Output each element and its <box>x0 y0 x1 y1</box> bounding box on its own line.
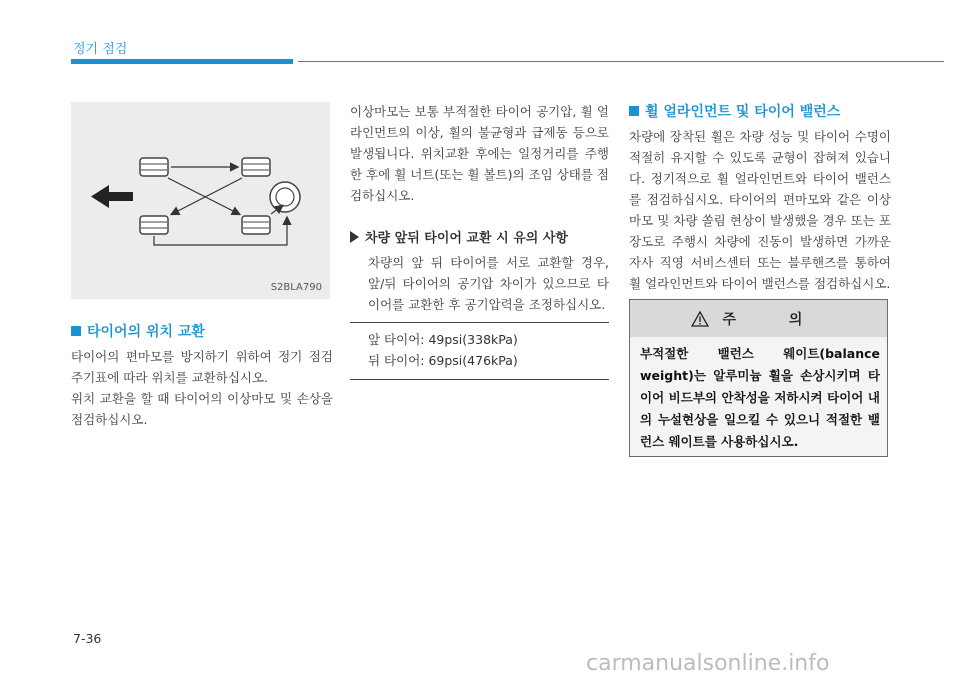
tire-rotation-para-2: 위치 교환을 할 때 타이어의 이상마모 및 손상을 점검하십시오. <box>71 391 333 427</box>
spec-rear-tire: 뒤 타이어: 69psi(476kPa) <box>368 353 518 368</box>
forward-direction-arrow <box>91 185 133 208</box>
tire-rotation-figure <box>71 102 330 299</box>
triangle-bullet-icon <box>350 231 359 243</box>
warning-triangle-icon <box>691 311 709 327</box>
tire-front-right <box>242 158 270 176</box>
spec-divider-bottom <box>350 379 609 380</box>
header-rule-thick <box>71 59 293 64</box>
caution-box <box>629 299 888 457</box>
figure-code: S2BLA790 <box>270 282 322 293</box>
header-rule-thin <box>298 61 944 62</box>
spec-front-tire: 앞 타이어: 49psi(338kPa) <box>368 332 518 347</box>
tire-rotation-para-1: 타이어의 편마모를 방지하기 위하여 정기 점검 주기표에 따라 위치를 교환하십시오. <box>71 349 333 385</box>
alignment-balance-para: 차량에 장착된 휠은 차량 성능 및 타이어 수명이 적절히 유지할 수 있도록 균형이 잡혀져 있습니다. 정기적으로 휠 얼라인먼트와 타이어 밸런스를 점검하십시오. 타이어의 편마모와 같은 이상 마모 및 차량 쏠림 현상이 발생했을 경우 또는 포장도로 주행시 차량에 진동이 발생하면 가까운 자사 직영 서비스센터 또는 블루핸즈를 통하여 휠 얼라인먼트와 타이어 밸런스를 점검하십시오. <box>629 129 891 291</box>
caution-title: 주 의 <box>722 311 827 328</box>
tire-rear-right <box>242 216 270 234</box>
tire-rotation-heading <box>71 321 205 341</box>
section-header-title: 정기 점검 <box>73 42 128 57</box>
tire-rotation-diagram <box>71 102 330 299</box>
alignment-balance-heading <box>629 101 840 121</box>
tire-rotation-body <box>71 346 333 430</box>
spec-divider-top <box>350 322 609 323</box>
heading-square-icon <box>629 106 639 116</box>
heading-square-icon <box>71 326 81 336</box>
watermark: carmanualsonline.info <box>586 651 830 676</box>
front-rear-swap-heading-text: 차량 앞뒤 타이어 교환 시 유의 사항 <box>365 231 568 246</box>
caution-header <box>630 300 887 337</box>
spare-tire <box>270 182 300 212</box>
caution-body: 부적절한 밸런스 웨이트(balance weight)는 알루미늄 휠을 손상시키며 타이어 비드부의 안착성을 저하시켜 타이어 내의 누설현상을 일으킬 수 있으니 적절한 밸런스 웨이트를 사용하십시오. <box>640 346 880 449</box>
alignment-balance-heading-text: 휠 얼라인먼트 및 타이어 밸런스 <box>645 104 841 120</box>
tire-rear-left <box>140 216 168 234</box>
tire-rotation-heading-text: 타이어의 위치 교환 <box>87 324 205 340</box>
abnormal-wear-para: 이상마모는 보통 부적절한 타이어 공기압, 휠 얼라인먼트의 이상, 휠의 불균형과 급제동 등으로 발생됩니다. 위치교환 후에는 일정거리를 주행한 후에 휠 너트(또는 휠 볼트)의 조임 상태를 점검하십시오. <box>350 104 609 203</box>
front-rear-swap-para: 차량의 앞 뒤 타이어를 서로 교환할 경우, 앞/뒤 타이어의 공기압 차이가 있으므로 타이어를 교환한 후 공기압력을 조정하십시오. <box>368 255 609 312</box>
tire-front-left <box>140 158 168 176</box>
front-rear-swap-heading <box>350 227 568 246</box>
page-number: 7-36 <box>73 631 102 646</box>
